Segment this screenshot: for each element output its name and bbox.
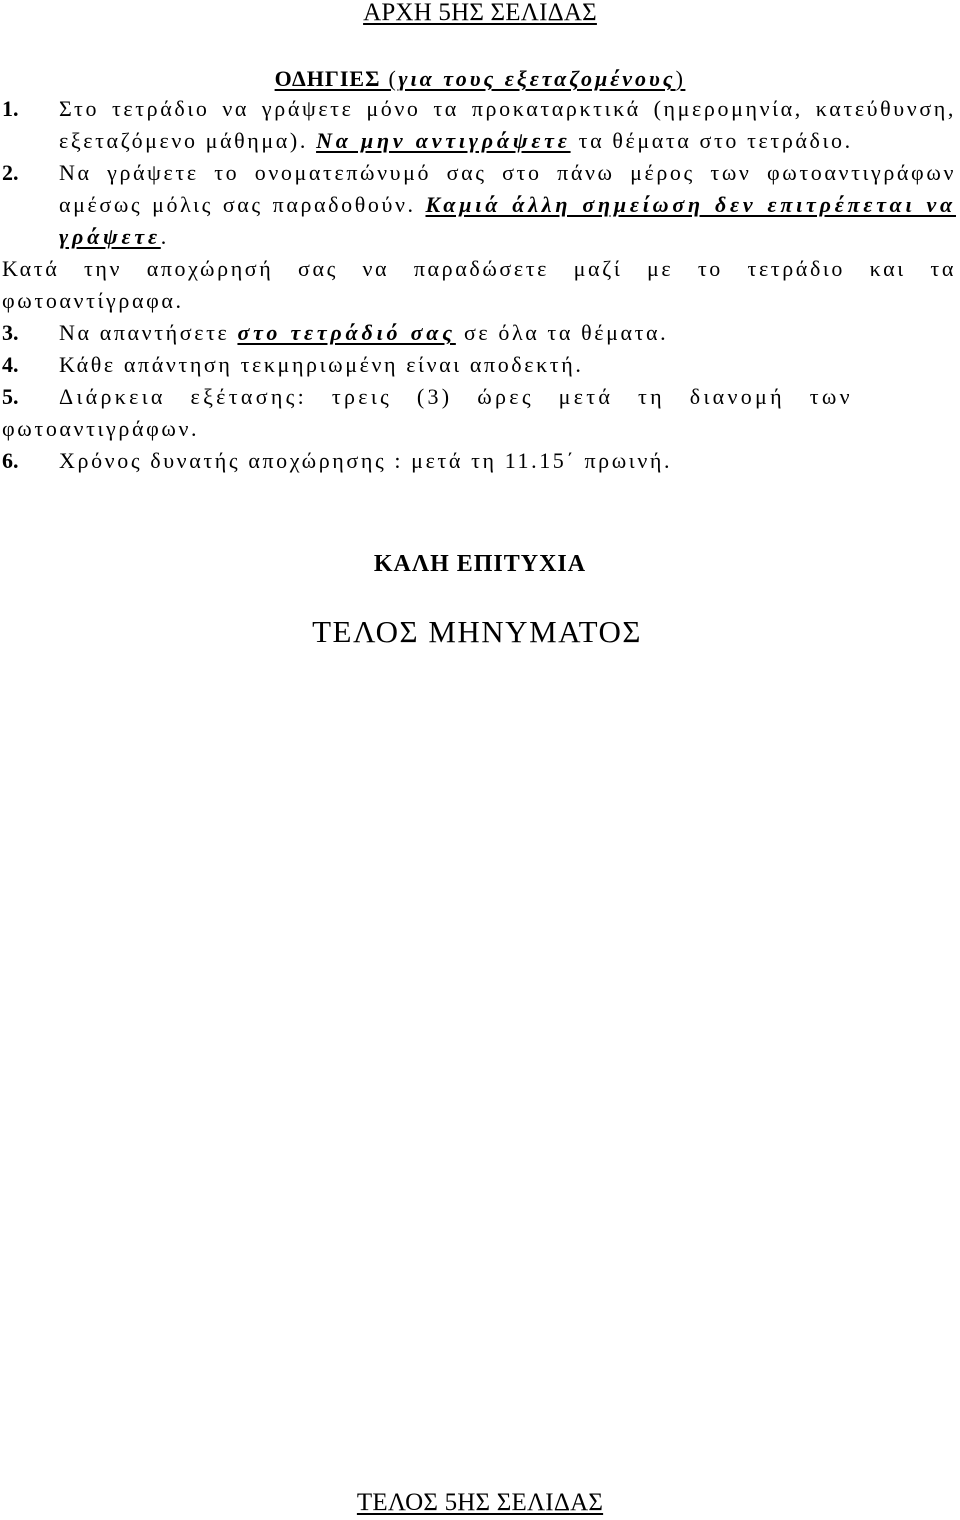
item-text: Στο τετράδιο να γράψετε μόνο τα προκαταρκτικά (ημερομηνία, κατεύθυνση, εξεταζόμενο μάθημα).	[59, 96, 956, 153]
item-text-after: .	[160, 224, 169, 249]
item-number: 3.	[2, 320, 19, 345]
list-item	[2, 349, 956, 381]
item-text: Διάρκεια εξέτασης: τρεις (3) ώρες μετά τη διανομή των	[59, 384, 853, 409]
item-continuation: Κατά την αποχώρησή σας να παραδώσετε μαζί με το τετράδιο και τα φωτοαντίγραφα.	[2, 256, 956, 313]
item-number: 6.	[2, 448, 19, 473]
end-of-message: ΤΕΛΟΣ ΜΗΝΥΜΑΤΟΣ	[312, 614, 642, 649]
instructions-title	[0, 64, 960, 94]
subtitle-open-paren: (	[380, 66, 399, 91]
item-text: Χρόνος δυνατής αποχώρησης : μετά τη 11.15΄ πρωινή.	[59, 448, 673, 473]
item-emphasis: Καμιά άλλη σημείωση δεν επιτρέπεται να γράψετε	[59, 192, 956, 249]
instructions-list	[2, 93, 956, 477]
item-number: 4.	[2, 352, 19, 377]
item-continuation: φωτοαντιγράφων.	[2, 416, 200, 441]
list-item	[2, 381, 956, 445]
instructions-heading: ΟΔΗΓΙΕΣ	[274, 66, 381, 91]
page-footer: ΤΕΛΟΣ 5ΗΣ ΣΕΛΙΔΑΣ	[356, 1489, 604, 1516]
subtitle-text: για τους εξεταζομένους	[398, 66, 676, 91]
item-emphasis: στο τετράδιό σας	[237, 320, 456, 345]
item-text: Να απαντήσετε	[59, 320, 238, 345]
page-header: ΑΡΧΗ 5ΗΣ ΣΕΛΙΔΑΣ	[363, 0, 597, 26]
list-item	[2, 445, 956, 477]
item-number: 1.	[2, 96, 19, 121]
subtitle-close-paren: )	[675, 66, 686, 91]
item-number: 5.	[2, 384, 19, 409]
item-text: Να γράψετε το ονοματεπώνυμό σας στο πάνω μέρος των φωτοαντιγράφων αμέσως μόλις σας παραδοθούν.	[59, 160, 956, 217]
item-text: Κάθε απάντηση τεκμηριωμένη είναι αποδεκτή.	[59, 352, 584, 377]
instructions-subtitle	[381, 66, 686, 91]
good-luck-message: ΚΑΛΗ ΕΠΙΤΥΧΙΑ	[373, 551, 587, 577]
list-item	[2, 93, 956, 157]
list-item	[2, 157, 956, 317]
item-emphasis: Να μην αντιγράψετε	[316, 128, 571, 153]
item-number: 2.	[2, 160, 19, 185]
item-text-after: σε όλα τα θέματα.	[455, 320, 669, 345]
list-item	[2, 317, 956, 349]
item-text-after: τα θέματα στο τετράδιο.	[570, 128, 853, 153]
